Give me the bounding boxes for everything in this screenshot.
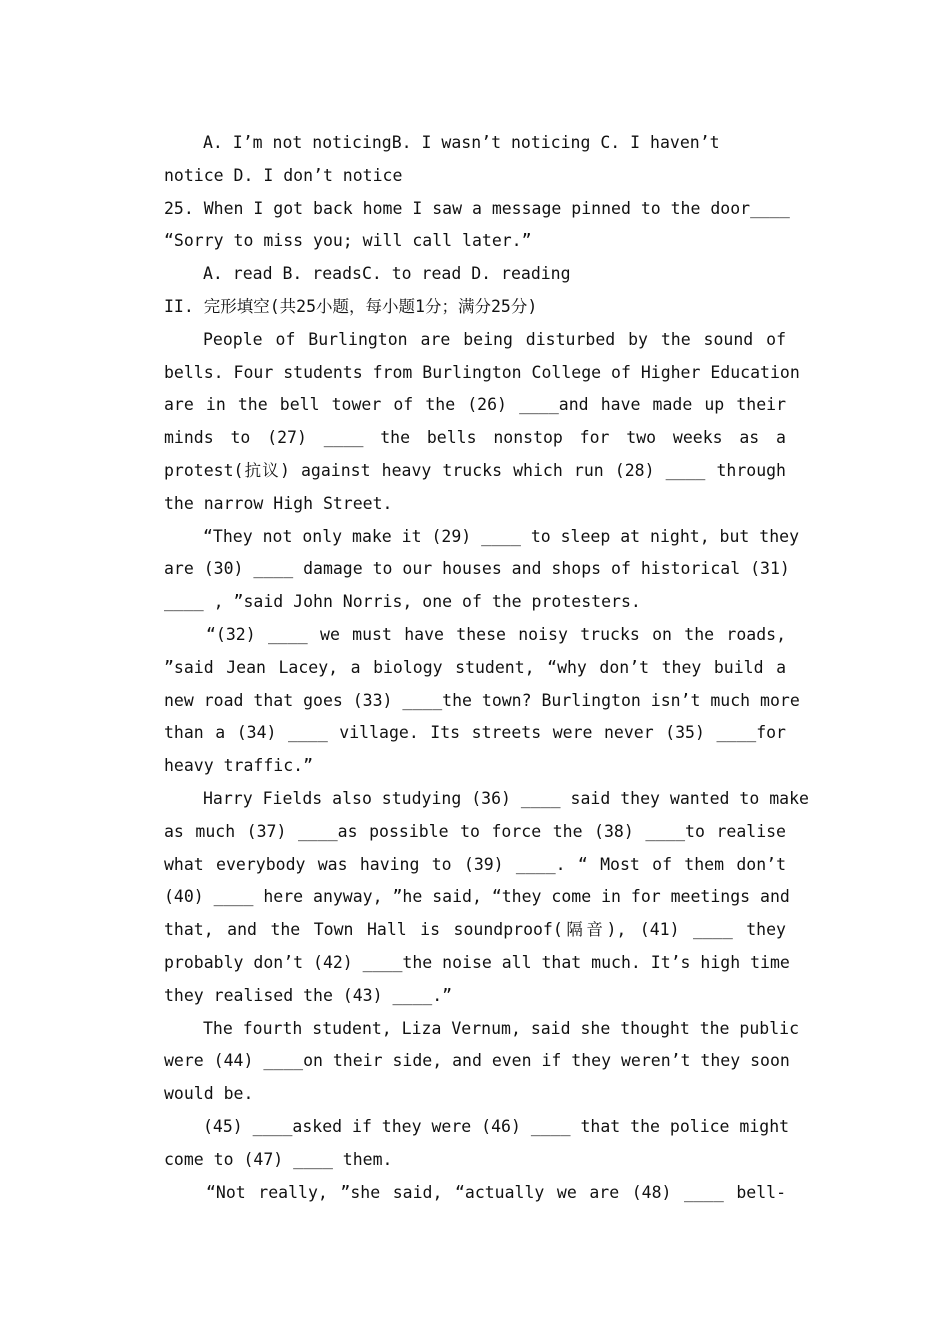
passage-line: ”said Jean Lacey, a biology student, “why don’t they build a (164, 657, 786, 677)
passage-line: Harry Fields also studying (36) ____ said they wanted to make (203, 788, 809, 808)
option-line: A. read B. readsC. to read D. reading (203, 264, 571, 284)
passage-line: were (44) ____on their side, and even if they weren’t they soon (164, 1051, 790, 1071)
passage-line: than a (34) ____ village. Its streets were never (35) ____for (164, 723, 786, 743)
passage-line: ____ , ”said John Norris, one of the protesters. (164, 592, 641, 612)
option-line: A. I’m not noticingB. I wasn’t noticing C. I haven’t (203, 133, 720, 152)
option-line: notice D. I don’t notice (164, 165, 403, 185)
passage-line: new road that goes (33) ____the town? Burlington isn’t much more (164, 690, 800, 710)
passage-line: they realised the (43) ____.” (164, 985, 453, 1005)
question-line: “Sorry to miss you; will call later.” (164, 231, 532, 251)
passage-line: minds to (27) ____ the bells nonstop for two weeks as a (164, 428, 786, 448)
passage-line: as much (37) ____as possible to force the (38) ____to realise (164, 821, 786, 841)
passage-line: The fourth student, Liza Vernum, said she thought the public (203, 1018, 800, 1038)
passage-line: (40) ____ here anyway, ”he said, “they come in for meetings and (164, 887, 790, 907)
passage-line: People of Burlington are being disturbed by the sound of (203, 329, 786, 349)
passage-line: would be. (164, 1084, 254, 1104)
passage-line: what everybody was having to (39) ____. “ Most of them don’t (164, 854, 786, 874)
passage-line: probably don’t (42) ____the noise all that much. It’s high time (164, 952, 790, 972)
document-page (164, 127, 809, 1209)
passage-line: “(32) ____ we must have these noisy trucks on the roads, (206, 624, 786, 644)
question-line: 25. When I got back home I saw a message pinned to the door____ (164, 198, 790, 218)
passage-line: heavy traffic.” (164, 756, 314, 776)
passage-line: bells. Four students from Burlington College of Higher Education (164, 362, 800, 382)
passage-line: that, and the Town Hall is soundproof(隔音), (41) ____ they (164, 920, 786, 940)
passage-line: the narrow High Street. (164, 493, 393, 513)
passage-line: “They not only make it (29) ____ to sleep at night, but they (203, 526, 800, 546)
passage-line: “Not really, ”she said, “actually we are (48) ____ bell- (206, 1182, 786, 1202)
passage-line: (45) ____asked if they were (46) ____ that the police might (203, 1116, 790, 1136)
passage-line: protest(抗议) against heavy trucks which run (28) ____ through (164, 460, 786, 480)
passage-line: come to (47) ____ them. (164, 1149, 393, 1169)
passage-line: are (30) ____ damage to our houses and shops of historical (31) (164, 559, 790, 579)
section-heading: II. 完形填空(共25小题，每小题1分；满分25分) (164, 296, 538, 316)
passage-line: are in the bell tower of the (26) ____and have made up their (164, 395, 786, 415)
